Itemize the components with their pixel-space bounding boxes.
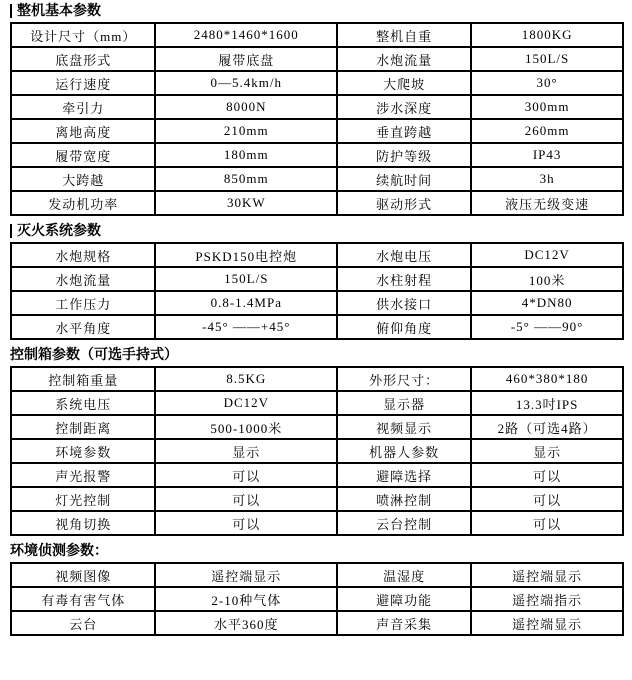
- param-label-cell: 视角切换: [11, 511, 155, 535]
- param-label-cell: 有毒有害气体: [11, 587, 155, 611]
- param-label-cell: 水炮流量: [337, 47, 471, 71]
- param-value-cell: 460*380*180: [471, 367, 623, 391]
- param-label-cell: 驱动形式: [337, 191, 471, 215]
- param-value-cell: 可以: [471, 463, 623, 487]
- table-row: [11, 587, 623, 611]
- param-value-cell: 0—5.4km/h: [155, 71, 337, 95]
- table-row: [11, 439, 623, 463]
- param-value-cell: 180mm: [155, 143, 337, 167]
- param-label-cell: 云台: [11, 611, 155, 635]
- spec-table: [10, 242, 624, 340]
- param-value-cell: 液压无级变速: [471, 191, 623, 215]
- section-title-text: 整机基本参数: [17, 2, 101, 18]
- spec-section: [10, 222, 624, 340]
- section-marker-bar: [10, 4, 12, 18]
- param-value-cell: 210mm: [155, 119, 337, 143]
- table-row: [11, 267, 623, 291]
- section-title-text: 灭火系统参数: [17, 222, 101, 238]
- param-value-cell: 4*DN80: [471, 291, 623, 315]
- param-label-cell: 水炮电压: [337, 243, 471, 267]
- param-value-cell: 30KW: [155, 191, 337, 215]
- table-row: [11, 315, 623, 339]
- table-row: [11, 563, 623, 587]
- param-value-cell: 8000N: [155, 95, 337, 119]
- param-value-cell: 100米: [471, 267, 623, 291]
- param-label-cell: 涉水深度: [337, 95, 471, 119]
- param-label-cell: 供水接口: [337, 291, 471, 315]
- table-row: [11, 243, 623, 267]
- section-title: [10, 542, 624, 559]
- param-label-cell: 水柱射程: [337, 267, 471, 291]
- param-label-cell: 俯仰角度: [337, 315, 471, 339]
- param-label-cell: 声音采集: [337, 611, 471, 635]
- param-label-cell: 避障选择: [337, 463, 471, 487]
- param-label-cell: 水炮流量: [11, 267, 155, 291]
- param-label-cell: 发动机功率: [11, 191, 155, 215]
- spec-table-body: [11, 23, 623, 215]
- param-value-cell: 显示: [471, 439, 623, 463]
- param-value-cell: 500-1000米: [155, 415, 337, 439]
- param-label-cell: 大跨越: [11, 167, 155, 191]
- param-label-cell: 牵引力: [11, 95, 155, 119]
- table-row: [11, 611, 623, 635]
- param-value-cell: IP43: [471, 143, 623, 167]
- table-row: [11, 119, 623, 143]
- table-row: [11, 415, 623, 439]
- param-value-cell: 可以: [155, 511, 337, 535]
- param-value-cell: 遥控端显示: [471, 611, 623, 635]
- param-value-cell: 300mm: [471, 95, 623, 119]
- table-row: [11, 47, 623, 71]
- section-marker-bar: [10, 224, 12, 238]
- param-label-cell: 系统电压: [11, 391, 155, 415]
- param-value-cell: 可以: [155, 463, 337, 487]
- param-value-cell: -5° ——90°: [471, 315, 623, 339]
- param-value-cell: DC12V: [155, 391, 337, 415]
- param-label-cell: 控制箱重量: [11, 367, 155, 391]
- spec-table: [10, 366, 624, 536]
- table-row: [11, 71, 623, 95]
- param-label-cell: 控制距离: [11, 415, 155, 439]
- table-row: [11, 511, 623, 535]
- table-row: [11, 291, 623, 315]
- param-value-cell: 遥控端指示: [471, 587, 623, 611]
- section-title: [10, 346, 624, 363]
- param-label-cell: 视频显示: [337, 415, 471, 439]
- table-row: [11, 23, 623, 47]
- spec-table-body: [11, 367, 623, 535]
- param-value-cell: 850mm: [155, 167, 337, 191]
- section-title: [10, 2, 624, 19]
- param-label-cell: 离地高度: [11, 119, 155, 143]
- table-row: [11, 367, 623, 391]
- param-value-cell: 可以: [471, 487, 623, 511]
- param-label-cell: 工作压力: [11, 291, 155, 315]
- spec-table: [10, 22, 624, 216]
- param-value-cell: 30°: [471, 71, 623, 95]
- param-value-cell: DC12V: [471, 243, 623, 267]
- param-value-cell: 8.5KG: [155, 367, 337, 391]
- param-label-cell: 垂直跨越: [337, 119, 471, 143]
- param-value-cell: 2路（可选4路）: [471, 415, 623, 439]
- table-row: [11, 191, 623, 215]
- param-label-cell: 运行速度: [11, 71, 155, 95]
- param-value-cell: 13.3吋IPS: [471, 391, 623, 415]
- param-label-cell: 底盘形式: [11, 47, 155, 71]
- param-value-cell: 150L/S: [471, 47, 623, 71]
- section-title: [10, 222, 624, 239]
- param-value-cell: PSKD150电控炮: [155, 243, 337, 267]
- param-value-cell: 遥控端显示: [155, 563, 337, 587]
- param-label-cell: 设计尺寸（mm）: [11, 23, 155, 47]
- table-row: [11, 167, 623, 191]
- spec-table: [10, 562, 624, 636]
- param-value-cell: 可以: [471, 511, 623, 535]
- spec-table-body: [11, 563, 623, 635]
- param-value-cell: -45° ——+45°: [155, 315, 337, 339]
- param-label-cell: 避障功能: [337, 587, 471, 611]
- table-row: [11, 487, 623, 511]
- param-value-cell: 遥控端显示: [471, 563, 623, 587]
- param-label-cell: 声光报警: [11, 463, 155, 487]
- param-label-cell: 外形尺寸：: [337, 367, 471, 391]
- param-value-cell: 150L/S: [155, 267, 337, 291]
- param-value-cell: 履带底盘: [155, 47, 337, 71]
- param-label-cell: 防护等级: [337, 143, 471, 167]
- param-value-cell: 0.8-1.4MPa: [155, 291, 337, 315]
- section-title-text: 控制箱参数（可选手持式）: [10, 346, 178, 362]
- param-value-cell: 3h: [471, 167, 623, 191]
- param-label-cell: 云台控制: [337, 511, 471, 535]
- spec-section: [10, 542, 624, 636]
- table-row: [11, 143, 623, 167]
- param-label-cell: 喷淋控制: [337, 487, 471, 511]
- param-value-cell: 2480*1460*1600: [155, 23, 337, 47]
- param-value-cell: 显示: [155, 439, 337, 463]
- table-row: [11, 463, 623, 487]
- param-value-cell: 2-10种气体: [155, 587, 337, 611]
- param-label-cell: 温湿度: [337, 563, 471, 587]
- param-label-cell: 水平角度: [11, 315, 155, 339]
- section-title-text: 环境侦测参数：: [10, 542, 108, 558]
- param-label-cell: 灯光控制: [11, 487, 155, 511]
- spec-table-body: [11, 243, 623, 339]
- param-value-cell: 可以: [155, 487, 337, 511]
- param-label-cell: 水炮规格: [11, 243, 155, 267]
- param-label-cell: 机器人参数: [337, 439, 471, 463]
- param-value-cell: 水平360度: [155, 611, 337, 635]
- param-label-cell: 环境参数: [11, 439, 155, 463]
- param-value-cell: 260mm: [471, 119, 623, 143]
- param-label-cell: 整机自重: [337, 23, 471, 47]
- spec-section: [10, 346, 624, 536]
- param-label-cell: 履带宽度: [11, 143, 155, 167]
- table-row: [11, 391, 623, 415]
- table-row: [11, 95, 623, 119]
- param-label-cell: 显示器: [337, 391, 471, 415]
- param-label-cell: 视频图像: [11, 563, 155, 587]
- param-value-cell: 1800KG: [471, 23, 623, 47]
- spec-section: [10, 2, 624, 216]
- param-label-cell: 大爬坡: [337, 71, 471, 95]
- param-label-cell: 续航时间: [337, 167, 471, 191]
